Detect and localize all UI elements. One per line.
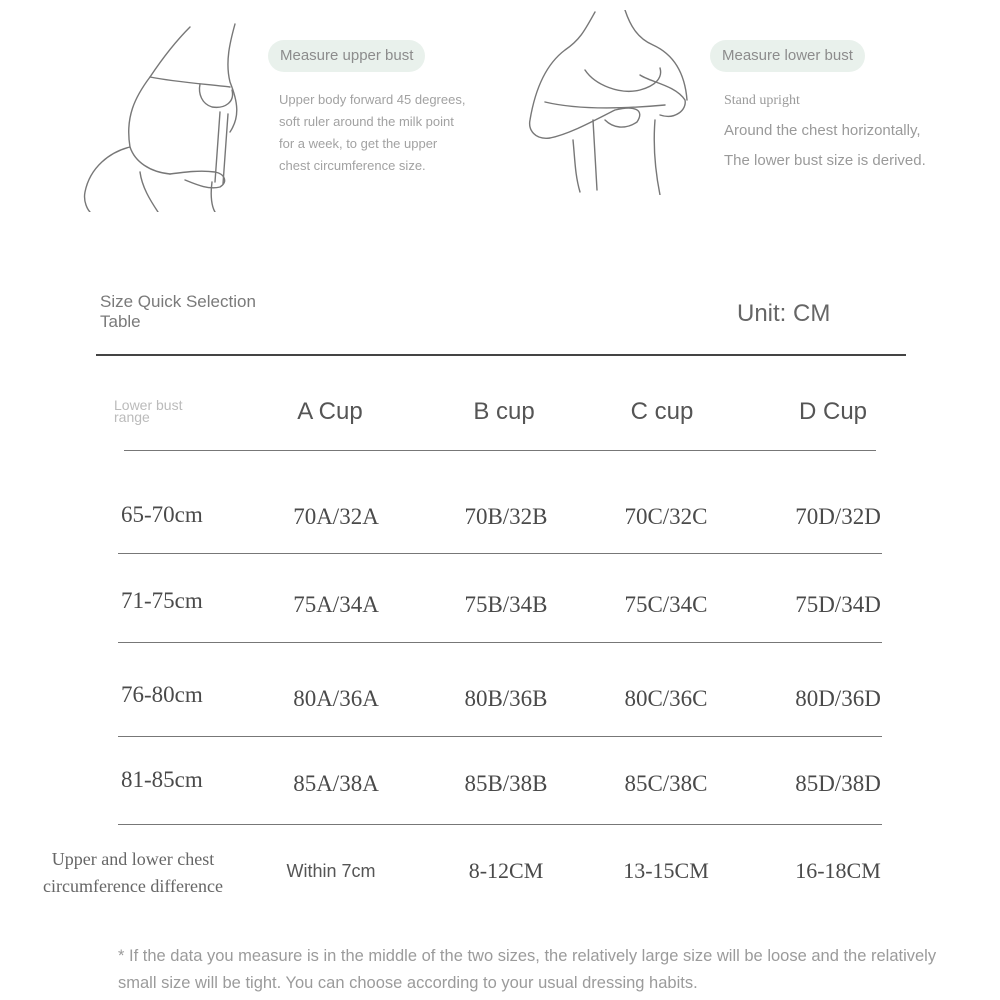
row-range-3: 76-80cm <box>121 682 203 707</box>
header-d-cup: D Cup <box>798 398 868 425</box>
cell-r2-a: 75A/34A <box>293 592 379 617</box>
cell-r4-a: 85A/38A <box>293 771 379 796</box>
row-divider-2 <box>118 642 882 643</box>
cell-r3-b: 80B/36B <box>464 686 548 711</box>
upper-bust-instructions: Upper body forward 45 degrees, soft ruler around the milk point for a week, to get the upper chest circumference size. <box>279 92 466 173</box>
cell-r1-c: 70C/32C <box>624 504 708 529</box>
measure-upper-bust-label: Measure upper bust <box>268 40 425 72</box>
measure-lower-bust-label: Measure lower bust <box>710 40 865 72</box>
row-divider-1 <box>118 553 882 554</box>
diff-b-cup: 8-12CM <box>468 858 544 883</box>
cell-r2-b: 75B/34B <box>464 592 548 617</box>
cell-r4-c: 85C/38C <box>624 771 708 796</box>
cell-r3-c: 80C/36C <box>624 686 708 711</box>
header-a-cup: A Cup <box>297 398 363 425</box>
row-divider-4 <box>118 824 882 825</box>
cell-r1-d: 70D/32D <box>795 504 881 529</box>
cell-r2-d: 75D/34D <box>795 592 881 617</box>
cell-r2-c: 75C/34C <box>624 592 708 617</box>
title-divider <box>96 354 906 356</box>
header-divider <box>124 450 876 451</box>
diff-d-cup: 16-18CM <box>795 858 881 883</box>
row-range-2: 71-75cm <box>121 588 203 613</box>
cell-r3-d: 80D/36D <box>795 686 881 711</box>
upper-bust-illustration <box>80 22 255 212</box>
diff-c-cup: 13-15CM <box>623 858 709 883</box>
cell-r1-b: 70B/32B <box>464 504 548 529</box>
header-b-cup: B cup <box>473 398 535 425</box>
lower-bust-illustration <box>525 10 695 195</box>
row-divider-3 <box>118 736 882 737</box>
cell-r1-a: 70A/32A <box>293 504 379 529</box>
diff-a-cup: Within 7cm <box>286 861 376 881</box>
header-c-cup: C cup <box>630 398 694 425</box>
table-title: Size Quick Selection Table <box>100 292 256 331</box>
cell-r3-a: 80A/36A <box>293 686 379 711</box>
unit-label: Unit: CM <box>737 300 831 327</box>
row-range-1: 65-70cm <box>121 502 203 527</box>
cell-r4-d: 85D/38D <box>795 771 881 796</box>
corner-header-lower-bust-range: Lower bust range <box>114 397 183 425</box>
sizing-footnote: * If the data you measure is in the middle of the two sizes, the relatively large size will be loose and the relatively small size will be tight. You can choose according to your usual dressing habits. <box>118 947 937 992</box>
lower-bust-instructions: Stand upright Around the chest horizontally, The lower bust size is derived. <box>724 93 926 169</box>
row-range-4: 81-85cm <box>121 767 203 792</box>
cell-r4-b: 85B/38B <box>464 771 548 796</box>
difference-label: Upper and lower chest circumference difference <box>42 849 224 896</box>
